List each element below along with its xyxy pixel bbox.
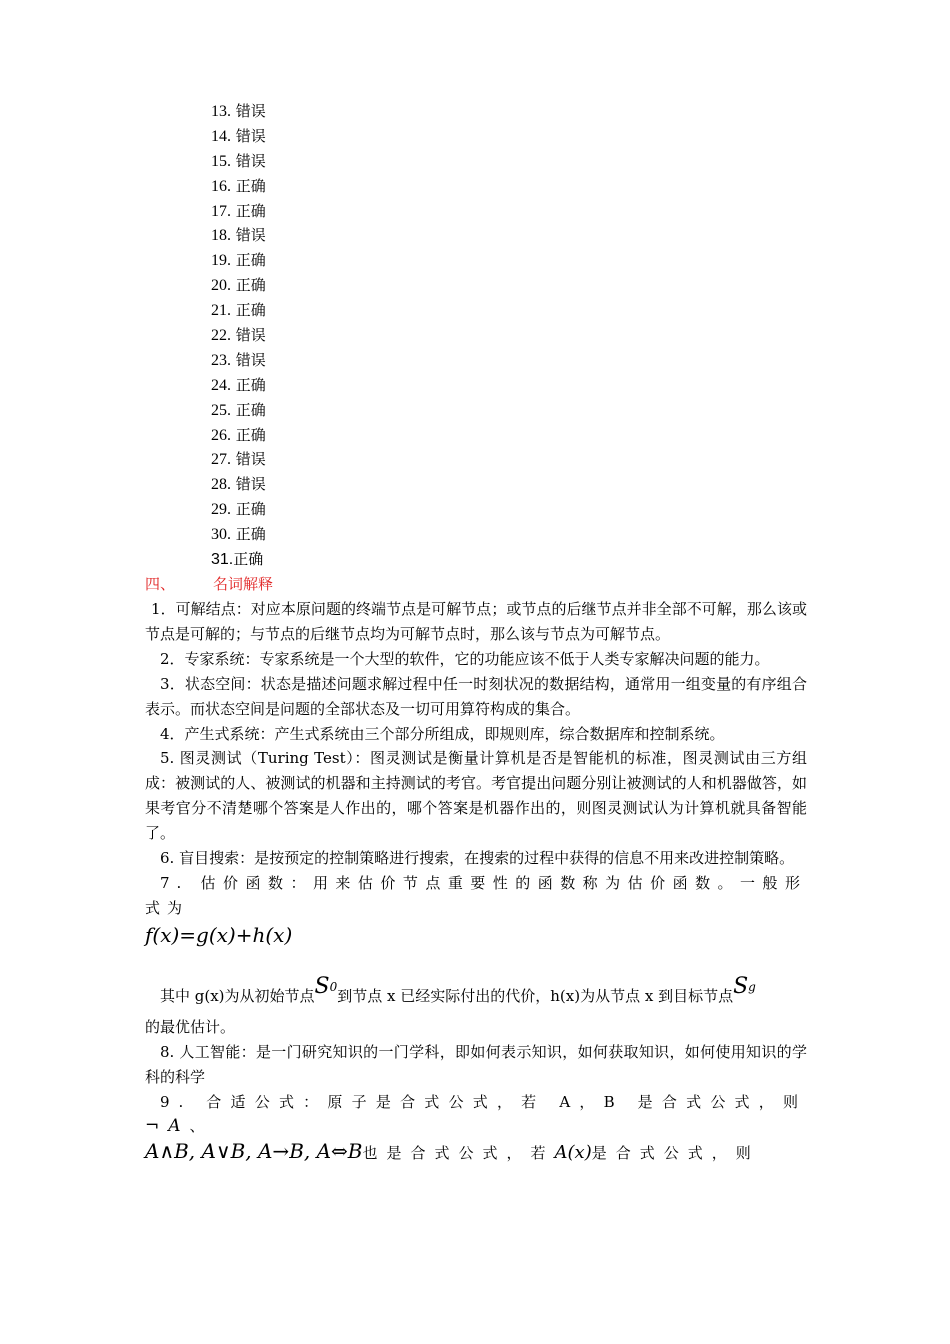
answer-number: 28. bbox=[211, 476, 231, 494]
answer-number: 21. bbox=[211, 302, 231, 320]
section-number: 四、 bbox=[145, 575, 176, 593]
formula-evaluation-function bbox=[145, 921, 807, 951]
answer-text: 正确 bbox=[235, 500, 266, 519]
answer-text: 正确 bbox=[235, 176, 266, 195]
answer-text: 正确 bbox=[235, 375, 266, 394]
answer-number: 25. bbox=[211, 401, 231, 419]
answer-item bbox=[211, 423, 266, 448]
term-7-explanation: 其中 g(x)为从初始节点S0到节点 x 已经实际付出的代价，h(x)为从节点 x 到目标节点Sg bbox=[160, 973, 756, 1005]
answer-item bbox=[211, 522, 266, 547]
answer-text: 正确 bbox=[235, 301, 266, 320]
answer-text: 错误 bbox=[235, 475, 266, 494]
answer-text: 错误 bbox=[235, 126, 266, 145]
answer-text: 错误 bbox=[235, 450, 266, 469]
answer-number: 17. bbox=[211, 202, 231, 220]
formula-ax: A(x) bbox=[554, 1142, 592, 1164]
answer-number: 20. bbox=[211, 277, 231, 295]
term-6: 6. 盲目搜索：是按预定的控制策略进行搜索，在搜索的过程中获得的信息不用来改进控制策略。 bbox=[160, 849, 795, 868]
answer-number: 24. bbox=[211, 376, 231, 394]
answer-number: 19. bbox=[211, 252, 231, 270]
answer-item bbox=[211, 497, 266, 522]
term-8: 8. 人工智能：是一门研究知识的一门学科，即如何表示知识，如何获取知识，如何使用知识的学科的科学 bbox=[145, 1042, 807, 1086]
answer-text: 正确 bbox=[235, 525, 266, 544]
answer-item bbox=[211, 273, 266, 298]
symbol-s0: S0 bbox=[314, 973, 338, 999]
answer-text: 错误 bbox=[235, 151, 266, 170]
answer-item bbox=[211, 348, 266, 373]
symbol-sg: Sg bbox=[733, 973, 756, 999]
term-2: 2．专家系统：专家系统是一个大型的软件，它的功能应该不低于人类专家解决问题的能力。 bbox=[160, 649, 770, 668]
answer-item bbox=[211, 298, 266, 323]
answer-number: 30. bbox=[211, 526, 231, 544]
formula-not-a: ¬A bbox=[145, 1116, 190, 1137]
answer-item bbox=[211, 174, 266, 199]
term-3: 3．状态空间：状态是描述问题求解过程中任一时刻状况的数据结构，通常用一组变量的有序组合表示。而状态空间是问题的全部状态及一切可用算符构成的集合。 bbox=[145, 674, 807, 718]
answer-text: 正确 bbox=[235, 400, 266, 419]
answer-item bbox=[211, 124, 266, 149]
answer-number: 22. bbox=[211, 327, 231, 345]
answer-item bbox=[211, 149, 266, 174]
answer-item bbox=[211, 323, 266, 348]
answer-item bbox=[211, 398, 266, 423]
answer-text: 正确 bbox=[235, 276, 266, 295]
answer-text: 正确 bbox=[235, 201, 266, 220]
terms-body bbox=[145, 597, 807, 1166]
answer-item bbox=[211, 223, 266, 248]
answer-number: 23. bbox=[211, 351, 231, 369]
answer-number: 31. bbox=[211, 551, 234, 569]
answer-text: 正确 bbox=[235, 425, 266, 444]
term-9-continued: A∧B, A∨B, A→B, A⇔B也是合式公式，若A(x)是合式公式，则 bbox=[145, 1139, 760, 1164]
answer-item bbox=[211, 99, 266, 124]
answer-number: 26. bbox=[211, 426, 231, 444]
answer-number: 16. bbox=[211, 177, 231, 195]
answer-item bbox=[211, 199, 266, 224]
section-heading bbox=[145, 572, 273, 596]
answer-list bbox=[211, 99, 266, 572]
term-9: 9. 合适公式：原子是合式公式，若 A，B 是合式公式，则¬A、 bbox=[145, 1092, 807, 1137]
term-4: 4．产生式系统：产生式系统由三个部分所组成，即规则库，综合数据库和控制系统。 bbox=[160, 724, 725, 743]
answer-text: 错误 bbox=[235, 350, 266, 369]
term-1: 1．可解结点：对应本原问题的终端节点是可解节点；或节点的后继节点并非全部不可解，那么该或节点是可解的；与节点的后继节点均为可解节点时，那么该与节点为可解节点。 bbox=[145, 600, 807, 643]
answer-text: 错误 bbox=[235, 102, 266, 120]
answer-text: 正确 bbox=[233, 550, 264, 569]
answer-number: 29. bbox=[211, 501, 231, 519]
answer-item bbox=[211, 447, 266, 472]
answer-number: 13. bbox=[211, 103, 231, 120]
term-7-end: 的最优估计。 bbox=[145, 1017, 236, 1036]
answer-item bbox=[211, 373, 266, 398]
answer-number: 18. bbox=[211, 227, 231, 245]
answer-item bbox=[211, 472, 266, 497]
answer-text: 正确 bbox=[235, 251, 266, 270]
formula-connectives: A∧B, A∨B, A→B, A⇔B bbox=[145, 1139, 363, 1164]
formula-fx: f(x)=g(x)+h(x) bbox=[145, 922, 293, 947]
answer-number: 27. bbox=[211, 451, 231, 469]
answer-item bbox=[211, 547, 266, 572]
term-7: 7. 估价函数：用来估价节点重要性的函数称为估价函数。一般形式为 bbox=[145, 873, 807, 917]
answer-item bbox=[211, 248, 266, 273]
answer-number: 14. bbox=[211, 127, 231, 145]
answer-text: 错误 bbox=[235, 226, 266, 245]
answer-text: 错误 bbox=[235, 326, 266, 345]
section-title: 名词解释 bbox=[213, 575, 274, 593]
term-5: 5. 图灵测试（Turing Test）：图灵测试是衡量计算机是否是智能机的标准，图灵测试由三方组成：被测试的人、被测试的机器和主持测试的考官。考官提出问题分别让被测试的人和机器做答，如果考官分不清楚哪个答案是人作出的，哪个答案是机器作出的，则图灵测试认为计算机就具备智能了。 bbox=[145, 749, 807, 843]
answer-number: 15. bbox=[211, 152, 231, 170]
